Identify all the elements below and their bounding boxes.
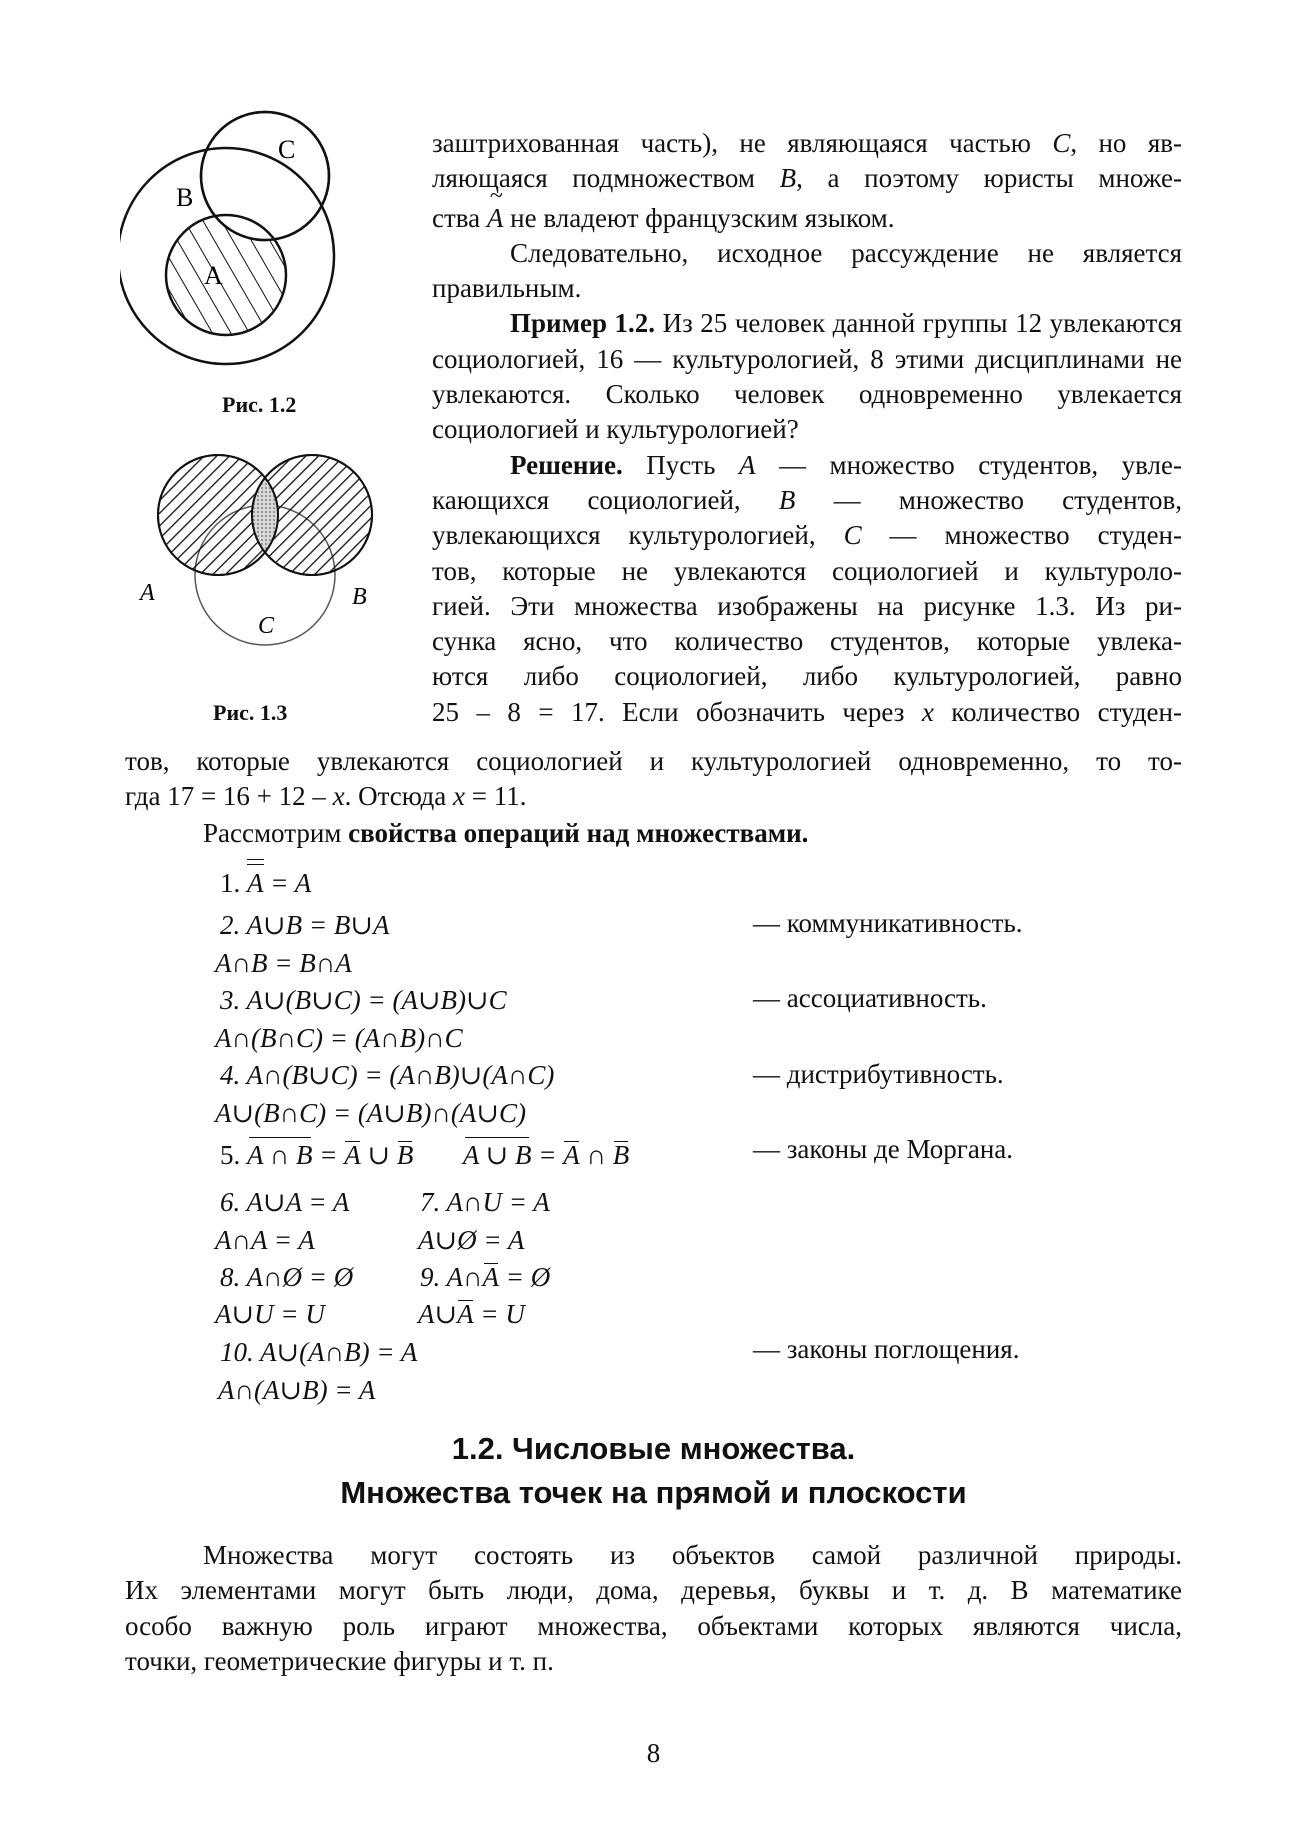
property-10-line2: A∩(A∪B) = A xyxy=(218,1375,376,1405)
property-7-line1: 7. A∩U = A xyxy=(420,1187,550,1217)
de-morgan-lhs-2: A ∪ B xyxy=(462,1140,532,1170)
label-C-13: C xyxy=(258,613,275,639)
para-2: Следовательно, исходное рассуждение не является правильным. xyxy=(432,237,1182,304)
property-6-line1: 6. A∪A = A xyxy=(220,1187,350,1217)
solution-line10: гда 17 = 16 + 12 – x. Отсюда x = 11. xyxy=(125,781,527,812)
label-B: B xyxy=(176,183,194,212)
property-2-line1: 2. A∪B = B∪A xyxy=(220,910,390,940)
section-text-line2: Их элементами могут быть люди, дома, деревья, буквы и т. д. В математике xyxy=(125,1575,1182,1606)
example-1-2: Пример 1.2. Из 25 человек данной группы 12 увлекаются социологией, 16 — культурологией, 8 этими дисциплинами не увлекаются. Сколько человек одновременно увлекается социологией и культурологией? xyxy=(432,308,1183,445)
figure-1-2 xyxy=(120,110,410,400)
section-text-line4: точки, геометрические фигуры и т. п. xyxy=(125,1645,554,1676)
solution-line9: тов, которые увлекаются социологией и культурологией одновременно, то то- xyxy=(125,746,1182,776)
property-5-name: — законы де Моргана. xyxy=(753,1134,1014,1164)
solution-line3: увлекающихся культурологией, C — множество студен- xyxy=(432,520,1182,551)
solution-line5: гией. Эти множества изображены на рисунке 1.3. Из ри- xyxy=(432,590,1182,621)
solution-line6: сунка ясно, что количество студентов, которые увлека- xyxy=(432,626,1182,657)
property-8-line2: A∪U = U xyxy=(215,1299,325,1329)
section-text-line1: Множества могут состоять из объектов самой различной природы. xyxy=(203,1540,1182,1570)
para-1-line3: ства ~ A не владеют французским языком. xyxy=(432,201,1182,236)
solution-line8: 25 – 8 = 17. Если обозначить через x количество студен- xyxy=(432,696,1182,727)
property-9-line1: 9. A∩A = Ø xyxy=(420,1262,551,1292)
label-A-13: A xyxy=(140,580,155,606)
property-4-name: — дистрибутивность. xyxy=(753,1059,1004,1089)
solution-continuation xyxy=(125,744,1182,815)
section-paragraph xyxy=(125,1538,1182,1679)
property-6-line2: A∩A = A xyxy=(215,1225,315,1255)
property-10-name: — законы поглощения. xyxy=(753,1334,1020,1364)
solution-line1: Решение. Пусть A — множество студентов, увле- xyxy=(510,449,1182,480)
properties-intro: Рассмотрим свойства операций над множествами. xyxy=(203,818,809,848)
figure-1-2-caption: Рис. 1.2 xyxy=(222,392,297,417)
property-10-line1: 10. A∪(A∩B) = A xyxy=(220,1337,418,1367)
label-A: A xyxy=(204,261,223,290)
solution-line2: кающихся социологией, B — множество студентов, xyxy=(432,484,1182,515)
section-text-line3: особо важную роль играют множества, объектами которых являются числа, xyxy=(125,1610,1182,1641)
property-2-name: — коммуникативность. xyxy=(753,908,1023,938)
figure-1-3-caption: Рис. 1.3 xyxy=(213,700,288,725)
section-title-line1: 1.2. Числовые множества. xyxy=(451,1431,856,1466)
property-4-line1: 4. A∩(B∪C) = (A∩B)∪(A∩C) xyxy=(220,1060,555,1090)
label-C: C xyxy=(278,135,296,164)
solution-line7: ются либо социологией, либо культурологией, равно xyxy=(432,661,1182,692)
property-3-line1: 3. A∪(B∪C) = (A∪B)∪C xyxy=(220,985,507,1015)
solution-line4: тов, которые не увлекаются социологией и культуроло- xyxy=(432,555,1182,586)
property-1: 1. A = A xyxy=(220,868,312,898)
para-1-line2: ляющаяся подмножеством B, а поэтому юристы множе- xyxy=(432,163,1182,194)
property-8-line1: 8. A∩Ø = Ø xyxy=(220,1262,354,1292)
property-5: 5. A ∩ B = A ∪ B A ∪ B = A ∩ B xyxy=(220,1140,630,1170)
property-7-line2: A∪Ø = A xyxy=(418,1225,525,1255)
para-1-line1: заштрихованная часть), не являющаяся частью C, но яв- xyxy=(432,128,1182,158)
figure-1-3 xyxy=(120,450,410,710)
label-B-13: B xyxy=(352,584,367,610)
de-morgan-lhs-1: A ∩ B xyxy=(247,1140,313,1170)
property-3-line2: A∩(B∩C) = (A∩B)∩C xyxy=(215,1023,463,1053)
property-3-name: — ассоциативность. xyxy=(753,983,987,1013)
text-column xyxy=(432,126,1182,730)
property-4-line2: A∪(B∩C) = (A∪B)∩(A∪C) xyxy=(215,1098,527,1128)
property-2-line2: A∩B = B∩A xyxy=(215,948,352,978)
property-9-line2: A∪A = U xyxy=(418,1299,525,1329)
section-title-line2: Множества точек на прямой и плоскости xyxy=(340,1475,967,1510)
page-number: 8 xyxy=(646,1738,661,1768)
